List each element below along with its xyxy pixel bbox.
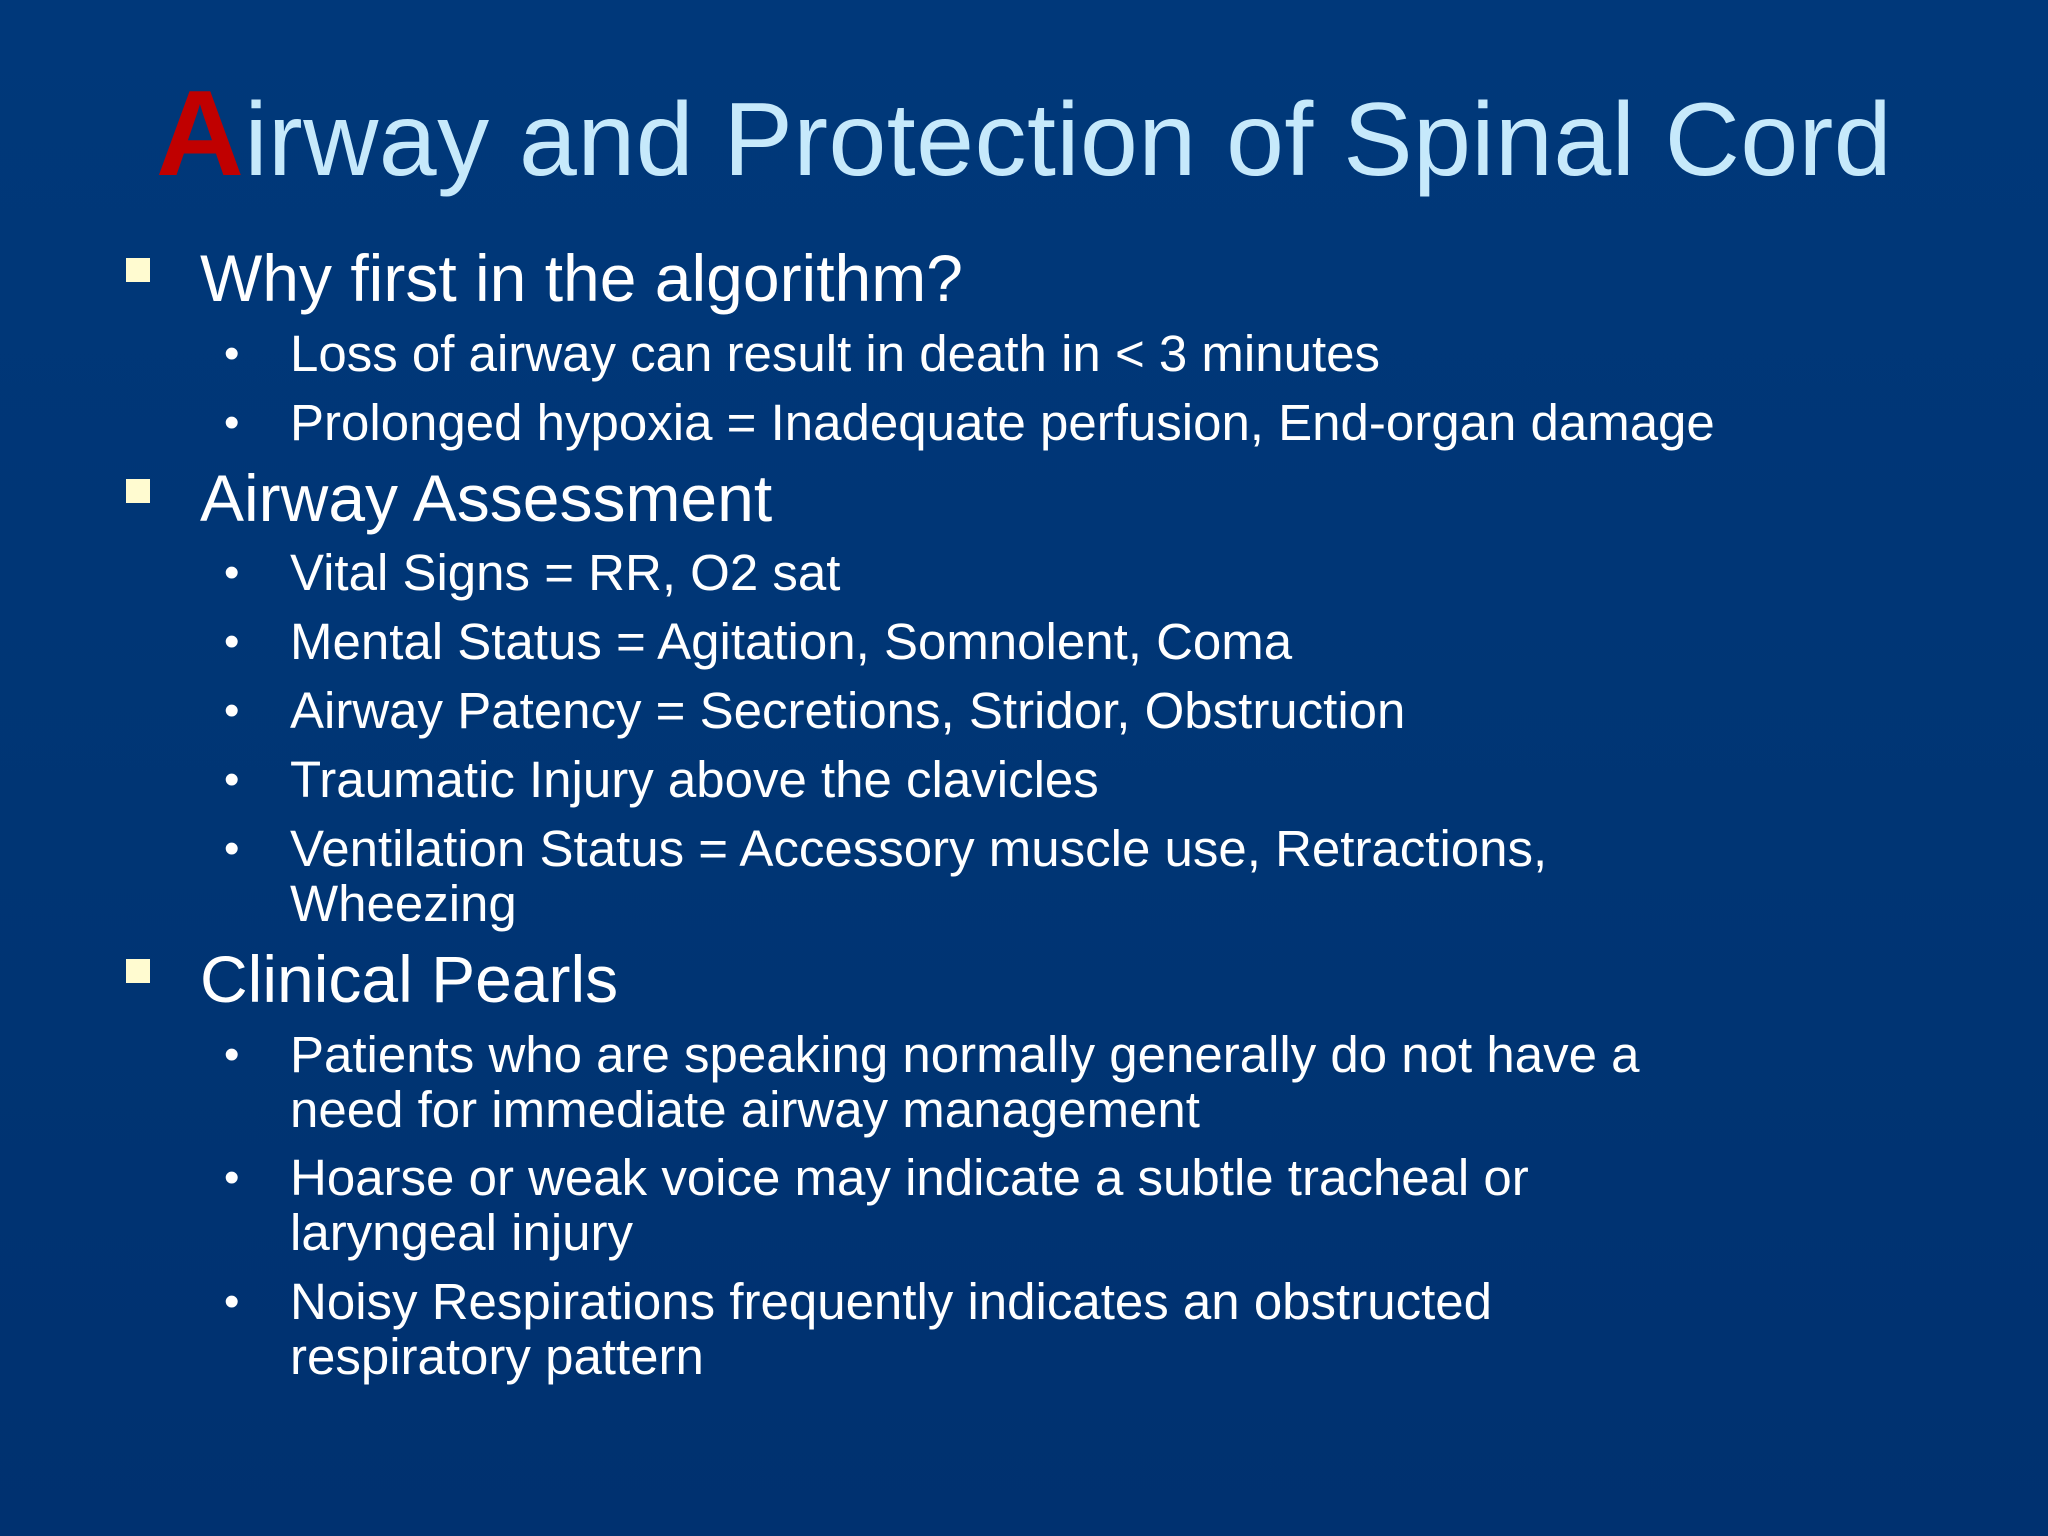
section-heading: Airway Assessment (200, 461, 773, 535)
bullet-icon: • (224, 548, 240, 597)
bullet-text: Vital Signs = RR, O2 sat (290, 544, 841, 601)
bullet-text: Prolonged hypoxia = Inadequate perfusion, End-organ damage (290, 394, 1715, 451)
bullet-icon: • (224, 1030, 240, 1079)
title-initial: A (155, 65, 245, 201)
bullet-icon: • (224, 398, 240, 447)
bullet-text: Airway Patency = Secretions, Stridor, Obstruction (290, 682, 1406, 739)
bullet-icon: • (224, 755, 240, 804)
bullet-text: Hoarse or weak voice may indicate a subtle tracheal or (290, 1149, 1529, 1206)
bullet-text: Patients who are speaking normally generally do not have a (290, 1026, 1640, 1083)
title-text: irway and Protection of Spinal Cord (244, 82, 1893, 198)
bullet-text: Loss of airway can result in death in < 3 minutes (290, 325, 1381, 382)
bullet-text-continuation: laryngeal injury (290, 1204, 634, 1261)
bullet-icon: • (224, 329, 240, 378)
bullet-icon: • (224, 1277, 240, 1326)
section-heading: Why first in the algorithm? (200, 241, 963, 315)
bullet-icon: • (224, 1153, 240, 1202)
square-bullet-icon (126, 959, 150, 983)
bullet-text-continuation: Wheezing (290, 875, 517, 932)
bullet-text: Ventilation Status = Accessory muscle use, Retractions, (290, 820, 1548, 877)
section-heading: Clinical Pearls (200, 942, 619, 1016)
bullet-text: Mental Status = Agitation, Somnolent, Coma (290, 613, 1293, 670)
square-bullet-icon (126, 258, 150, 282)
bullet-text: Noisy Respirations frequently indicates an obstructed (290, 1273, 1492, 1330)
bullet-text: Traumatic Injury above the clavicles (290, 751, 1099, 808)
bullet-icon: • (224, 617, 240, 666)
bullet-icon: • (224, 824, 240, 873)
bullet-text-continuation: respiratory pattern (290, 1328, 704, 1385)
slide-title (0, 65, 2048, 205)
square-bullet-icon (126, 479, 150, 503)
bullet-icon: • (224, 686, 240, 735)
bullet-text-continuation: need for immediate airway management (290, 1081, 1200, 1138)
